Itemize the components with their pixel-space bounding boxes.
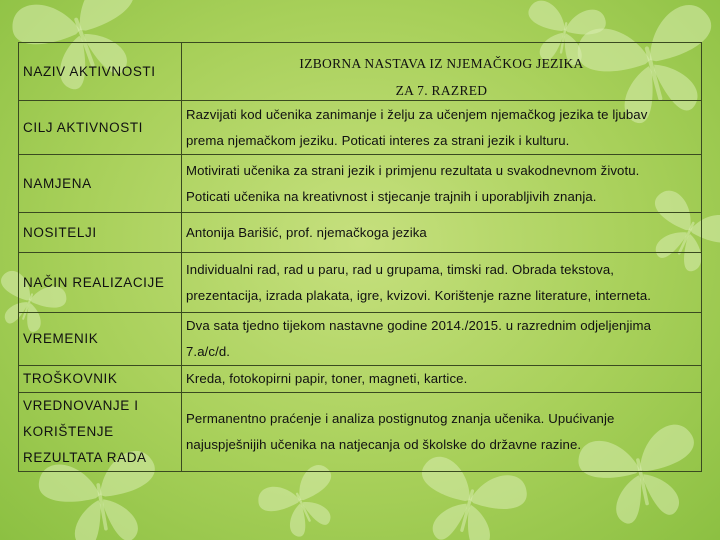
row-value-line: prema njemačkom jeziku. Poticati interes za strani jezik i kulturu. [186, 132, 570, 148]
label-cell [19, 313, 182, 366]
table-row [19, 155, 702, 213]
row-label: NOSITELJI [23, 224, 97, 240]
row-label: NAČIN REALIZACIJE [23, 274, 165, 290]
row-value-line: prezentacija, izrada plakata, igre, kvizovi. Korištenje razne literature, interneta. [186, 287, 652, 303]
row-label: KORIŠTENJE [23, 424, 114, 439]
row-label: TROŠKOVNIK [23, 371, 118, 386]
row-value-line: Razvijati kod učenika zanimanje i želju za učenjem njemačkog jezika te ljubav [186, 106, 648, 122]
value-cell [182, 313, 702, 366]
table-row [19, 253, 702, 313]
row-label: VREMENIK [23, 331, 99, 346]
row-value-line: najuspješnijih učenika na natjecanja od školske do državne razine. [186, 437, 582, 452]
row-value-line: Kreda, fotokopirni papir, toner, magneti, kartice. [186, 371, 468, 386]
label-cell [19, 213, 182, 253]
label-cell [19, 43, 182, 101]
value-cell [182, 253, 702, 313]
value-cell [182, 101, 702, 155]
table-row [19, 393, 702, 472]
label-cell [19, 155, 182, 213]
grade-title: ZA 7. RAZRED [395, 82, 488, 98]
label-cell [19, 101, 182, 155]
label-cell [19, 366, 182, 393]
value-cell [182, 366, 702, 393]
activity-title: IZBORNA NASTAVA IZ NJEMAČKOG JEZIKA [299, 55, 584, 71]
row-label: REZULTATA RADA [23, 450, 147, 465]
row-value-line: Permanentno praćenje i analiza postignutog znanja učenika. Upućivanje [186, 411, 615, 426]
row-value-line: Poticati učenika na kreativnost i stjecanje trajnih i uporabljivih znanja. [186, 188, 597, 204]
table-row-header [19, 43, 702, 101]
butterfly-icon [254, 461, 350, 540]
row-label: CILJ AKTIVNOSTI [23, 119, 144, 135]
table-row [19, 213, 702, 253]
label-cell [19, 253, 182, 313]
value-cell [182, 393, 702, 472]
label-cell [19, 393, 182, 472]
row-value-line: Motivirati učenika za strani jezik i primjenu rezultata u svakodnevnom životu. [186, 162, 640, 178]
title-cell [182, 43, 702, 101]
value-cell [182, 213, 702, 253]
row-label: VREDNOVANJE I [23, 398, 139, 413]
activity-table [18, 42, 702, 472]
table-row [19, 366, 702, 393]
row-value-line: Dva sata tjedno tijekom nastavne godine 2014./2015. u razrednim odjeljenjima [186, 318, 652, 333]
row-label: NAZIV AKTIVNOSTI [23, 63, 156, 79]
row-value-line: 7.a/c/d. [186, 344, 231, 359]
row-value-line: Antonija Barišić, prof. njemačkoga jezika [186, 224, 427, 240]
table-row [19, 101, 702, 155]
row-value-line: Individualni rad, rad u paru, rad u grupama, timski rad. Obrada tekstova, [186, 261, 615, 277]
value-cell [182, 155, 702, 213]
row-label: NAMJENA [23, 175, 92, 191]
table-row [19, 313, 702, 366]
